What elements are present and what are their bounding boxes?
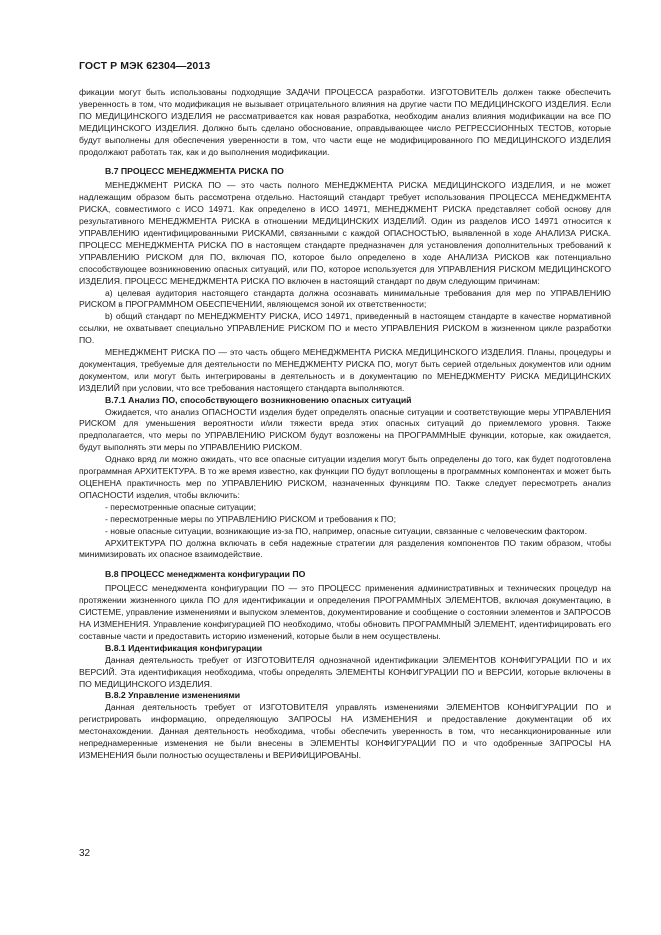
section-b8-heading: В.8 ПРОЦЕСС менеджмента конфигурации ПО (105, 569, 306, 580)
page-number: 32 (79, 848, 91, 859)
document-body (79, 87, 611, 762)
section-b8-paragraph-1: ПРОЦЕСС менеджмента конфигурации ПО — это ПРОЦЕСС применения административных и технических процедур на протяжении жизненного цикла ПО для идентификации и определения ПРОГРАММНЫХ ЭЛЕМЕНТОВ, включая документацию, в СИСТЕМЕ, управление изменениями и выпуском элементов, документирование и сообщение о состоянии элементов и ЗАПРОСОВ НА ИЗМЕНЕНИЯ. Управление конфигурацией ПО необходимо, чтобы обновить ПРОГРАММНЫЙ ЭЛЕМЕНТ, идентифицировать его составные части и предоставить историю изменений, которые были в нем осуществлены. (79, 583, 611, 641)
section-b82-heading: В.8.2 Управление изменениями (105, 690, 241, 701)
section-b71-paragraph-2: Однако вряд ли можно ожидать, что все опасные ситуации изделия могут быть определены до того, как будет подготовлена программная АРХИТЕКТУРА. В то же время известно, как функции ПО будут воплощены в программных компонентах и может быть ОЦЕНЕНА практичность мер по УПРАВЛЕНИЮ РИСКОМ, назначенных функциям ПО. Также следует пересмотреть анализ ОПАСНОСТИ изделия, чтобы включить: (79, 454, 611, 500)
section-b7-paragraph-1: МЕНЕДЖМЕНТ РИСКА ПО — это часть полного МЕНЕДЖМЕНТА РИСКА МЕДИЦИНСКОГО ИЗДЕЛИЯ, и не может надлежащим образом быть рассмотрена отдельно. Настоящий стандарт требует использования ПРОЦЕССА МЕНЕДЖМЕНТА РИСКА, совместимого с ИСО 14971. Как определено в ИСО 14971, МЕНЕДЖМЕНТ РИСКА представляет собой основу для результативного МЕНЕДЖМЕНТА РИСКА в отношении МЕДИЦИНСКИХ ИЗДЕЛИЙ. Один из разделов ИСО 14971 относится к УПРАВЛЕНИЮ идентифицированными РИСКАМИ, связанными с каждой ОПАСНОСТЬЮ, выявленной в ходе АНАЛИЗА РИСКА. ПРОЦЕСС МЕНЕДЖМЕНТА РИСКА ПО в настоящем стандарте предназначен для установления дополнительных требований к УПРАВЛЕНИЮ РИСКОМ для ПО, включая ПО, которое было определено в ходе АНАЛИЗА РИСКОВ как потенциально способствующее возникновению опасных ситуаций, или ПО, которое используется для УПРАВЛЕНИЯ РИСКОМ МЕДИЦИНСКОГО ИЗДЕЛИЯ. ПРОЦЕСС МЕНЕДЖМЕНТА РИСКА ПО включен в настоящий стандарт по двум следующим причинам: (79, 180, 611, 286)
section-b71-paragraph-1: Ожидается, что анализ ОПАСНОСТИ изделия будет определять опасные ситуации и соответствующие меры УПРАВЛЕНИЯ РИСКОМ для уменьшения вероятности и/или тяжести вреда этих опасных ситуаций до приемлемого уровня. Также предполагается, что меры по УПРАВЛЕНИЮ РИСКОМ будут возложены на ПРОГРАММНЫЕ функции, которые, как ожидается, будут выполнять эти меры по УПРАВЛЕНИЮ РИСКОМ. (79, 406, 611, 453)
list-item: - пересмотренные меры по УПРАВЛЕНИЮ РИСКОМ и требования к ПО; (105, 513, 396, 524)
section-b7-item-a: а) целевая аудитория настоящего стандарта должна осознавать минимальные требования для мер по УПРАВЛЕНИЮ РИСКОМ в ПРОГРАММНОМ ОБЕСПЕЧЕНИИ, являющемся зоной их ответственности; (79, 287, 611, 310)
section-b7-heading: В.7 ПРОЦЕСС МЕНЕДЖМЕНТА РИСКА ПО (105, 166, 284, 177)
list-item: - новые опасные ситуации, возникающие из-за ПО, например, опасные ситуации, связанные с человеческим фактором. (105, 525, 587, 536)
section-b71-heading: В.7.1 Анализ ПО, способствующего возникновению опасных ситуаций (105, 394, 412, 405)
section-b7-paragraph-2: МЕНЕДЖМЕНТ РИСКА ПО — это часть общего МЕНЕДЖМЕНТА РИСКА МЕДИЦИНСКОГО ИЗДЕЛИЯ. Планы, процедуры и документация, требуемые для деятельности по МЕНЕДЖМЕНТУ РИСКА ПО, могут быть серией отдельных документов или одним документом, или могут быть интегрированы в деятельность и в документацию по МЕНЕДЖМЕНТУ РИСКА МЕДИЦИНСКИХ ИЗДЕЛИЙ при условии, что все требования настоящего стандарта выполняются. (79, 347, 611, 393)
intro-paragraph: фикации могут быть использованы подходящие ЗАДАЧИ ПРОЦЕССА разработки. ИЗГОТОВИТЕЛЬ должен также обеспечить уверенность в том, что модификация не вызывает отрицательного влияния на другие части ПО МЕДИЦИНСКОГО ИЗДЕЛИЯ. Если ПО МЕДИЦИНСКОГО ИЗДЕЛИЯ не рассматривается как новая разработка, необходим анализ влияния модификации на все ПО МЕДИЦИНСКОГО ИЗДЕЛИЯ. Должно быть сделано обоснование, оправдывающее число РЕГРЕССИОННЫХ ТЕСТОВ, которые будут выполнены для обеспечения уверенности в том, что части еще не модифицированного ПО МЕДИЦИНСКОГО ИЗДЕЛИЯ продолжают работать так, как и до выполнения модификации. (79, 87, 611, 157)
section-b71-paragraph-3: АРХИТЕКТУРА ПО должна включать в себя надежные стратегии для разделения компонентов ПО таким образом, чтобы минимизировать их опасное взаимодействие. (79, 537, 611, 560)
section-b81-heading: В.8.1 Идентификация конфигурации (105, 642, 263, 653)
section-b71-bullet-list (79, 502, 611, 538)
section-b82-paragraph-1: Данная деятельность требует от ИЗГОТОВИТЕЛЯ управлять изменениями ЭЛЕМЕНТОВ КОНФИГУРАЦИИ ПО и регистрировать информацию, определяющую ЗАПРОСЫ НА ИЗМЕНЕНИЯ и предоставление документации об их местонахождении. Данная деятельность необходима, чтобы обеспечить уверенность в том, что несанкционированные или непреднамеренные изменения не были внесены в ЭЛЕМЕНТЫ КОНФИГУРАЦИИ ПО и что одобренные ЗАПРОСЫ НА ИЗМЕНЕНИЯ были полностью осуществлены и ВЕРИФИЦИРОВАНЫ. (79, 702, 611, 760)
list-item: - пересмотренные опасные ситуации; (105, 501, 256, 512)
section-b81-paragraph-1: Данная деятельность требует от ИЗГОТОВИТЕЛЯ однозначной идентификации ЭЛЕМЕНТОВ КОНФИГУРАЦИИ ПО и их ВЕРСИЙ. Эта идентификация необходима, чтобы определять ЭЛЕМЕНТЫ КОНФИГУРАЦИИ ПО и ВЕРСИИ, которые включены в ПО МЕДИЦИНСКОГО ИЗДЕЛИЯ. (79, 654, 611, 689)
page-header-title: ГОСТ Р МЭК 62304—2013 (79, 60, 211, 72)
section-b7-item-b: b) общий стандарт по МЕНЕДЖМЕНТУ РИСКА, ИСО 14971, приведенный в настоящем стандарте в качестве нормативной ссылки, не охватывает специально УПРАВЛЕНИЕ РИСКОМ ПО и место УПРАВЛЕНИЯ РИСКОМ в жизненном цикле разработки ПО. (79, 311, 611, 346)
